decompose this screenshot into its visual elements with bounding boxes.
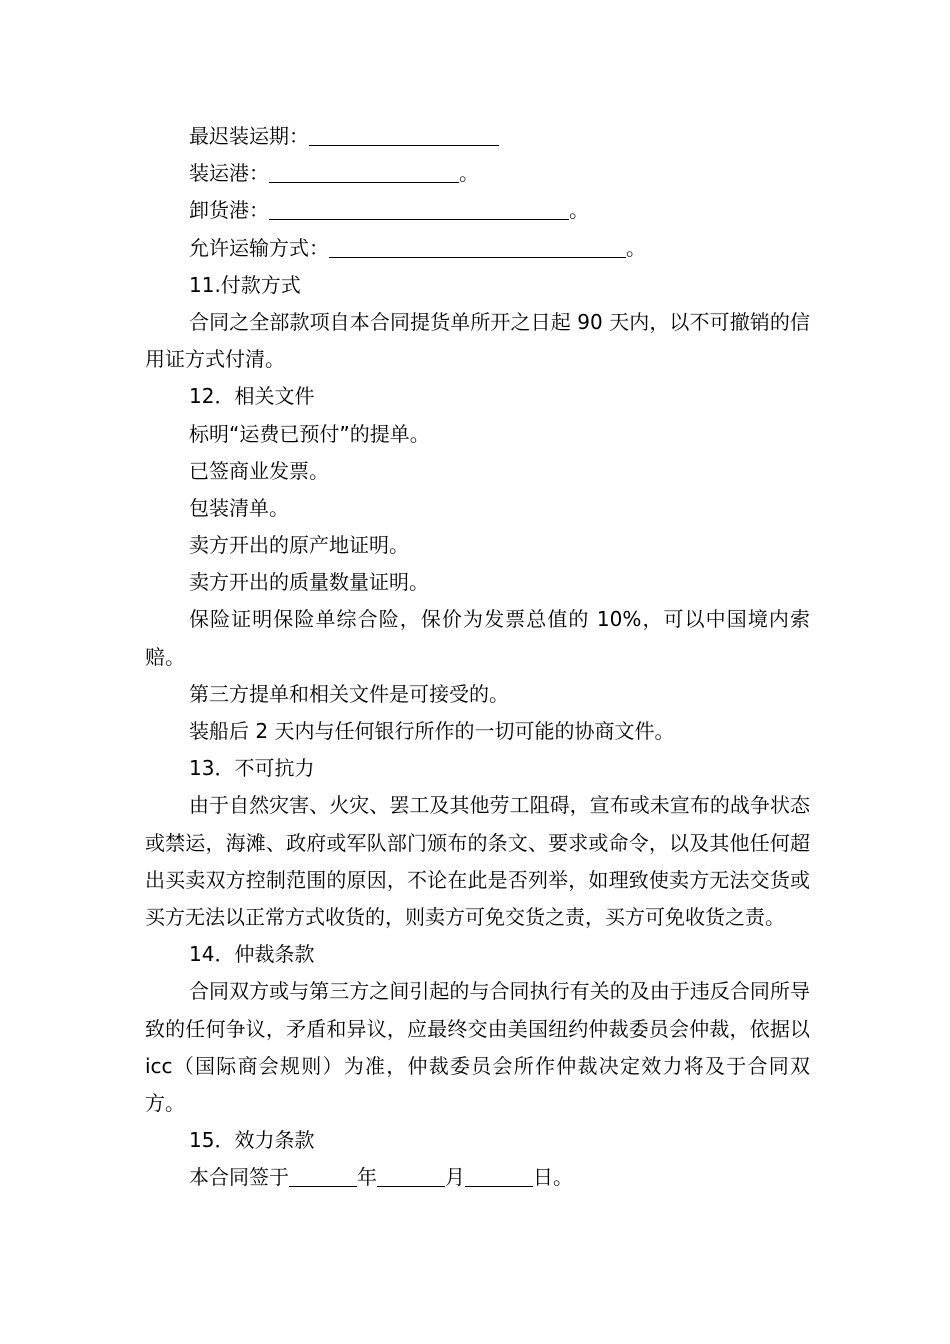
section-12-title: 12．相关文件 <box>189 384 315 409</box>
discharge-port-label: 卸货港： <box>189 198 269 223</box>
month-blank[interactable] <box>377 1164 445 1187</box>
loading-port-label: 装运港： <box>189 161 269 186</box>
discharge-port-blank[interactable] <box>269 197 569 220</box>
loading-port-blank[interactable] <box>269 160 459 183</box>
transport-mode-blank[interactable] <box>329 235 626 258</box>
document-item: 标明“运费已预付”的提单。 <box>189 421 430 446</box>
year-label: 年 <box>357 1165 377 1190</box>
section-13-title: 13．不可抗力 <box>189 756 315 781</box>
loading-port-end: 。 <box>459 161 479 186</box>
section-11-title: 11.付款方式 <box>189 272 301 297</box>
discharge-port-end: 。 <box>569 198 589 223</box>
document-item: 第三方提单和相关文件是可接受的。 <box>189 681 509 706</box>
document-item: 卖方开出的原产地证明。 <box>189 533 409 558</box>
section-11-body: 合同之全部款项自本合同提货单所开之日起 90 天内，以不可撤销的信用证方式付清。 <box>145 309 810 372</box>
document-item: 已签商业发票。 <box>189 458 329 483</box>
document-item: 卖方开出的质量数量证明。 <box>189 570 429 595</box>
year-blank[interactable] <box>289 1164 357 1187</box>
transport-mode-line <box>145 230 810 267</box>
day-blank[interactable] <box>465 1164 533 1187</box>
transport-mode-label: 允许运输方式： <box>189 235 329 260</box>
document-item: 装船后 2 天内与任何银行所作的一切可能的协商文件。 <box>189 719 675 744</box>
section-14-body: 合同双方或与第三方之间引起的与合同执行有关的及由于违反合同所导致的任何争议，矛盾和异议，应最终交由美国纽约仲裁委员会仲裁，依据以 icc（国际商会规则）为准，仲裁委员会所作仲裁决定效力将及于合同双方。 <box>145 979 810 1116</box>
signing-date-prefix: 本合同签于 <box>189 1165 289 1190</box>
document-item: 包装清单。 <box>189 495 289 520</box>
signing-date-line <box>145 1159 810 1196</box>
section-14-title: 14．仲裁条款 <box>189 942 315 967</box>
discharge-port-line <box>145 192 810 229</box>
section-13-body: 由于自然灾害、火灾、罢工及其他劳工阻碍，宣布或未宣布的战争状态或禁运，海滩、政府或军队部门颁布的条文、要求或命令，以及其他任何超出买卖双方控制范围的原因，不论在此是否列举，如理致使卖方无法交货或买方无法以正常方式收货的，则卖方可免交货之责，买方可免收货之责。 <box>145 793 810 930</box>
transport-mode-end: 。 <box>626 235 646 260</box>
document-body <box>145 118 810 1197</box>
day-label: 日。 <box>533 1165 573 1190</box>
latest-shipment-blank[interactable] <box>309 123 499 146</box>
section-15-title: 15．效力条款 <box>189 1128 315 1153</box>
latest-shipment-label: 最迟装运期： <box>189 124 309 148</box>
loading-port-line <box>145 155 810 192</box>
month-label: 月 <box>445 1165 465 1190</box>
insurance-paragraph: 保险证明保险单综合险，保价为发票总值的 10%，可以中国境内索赔。 <box>145 607 810 669</box>
latest-shipment-line <box>145 118 810 155</box>
